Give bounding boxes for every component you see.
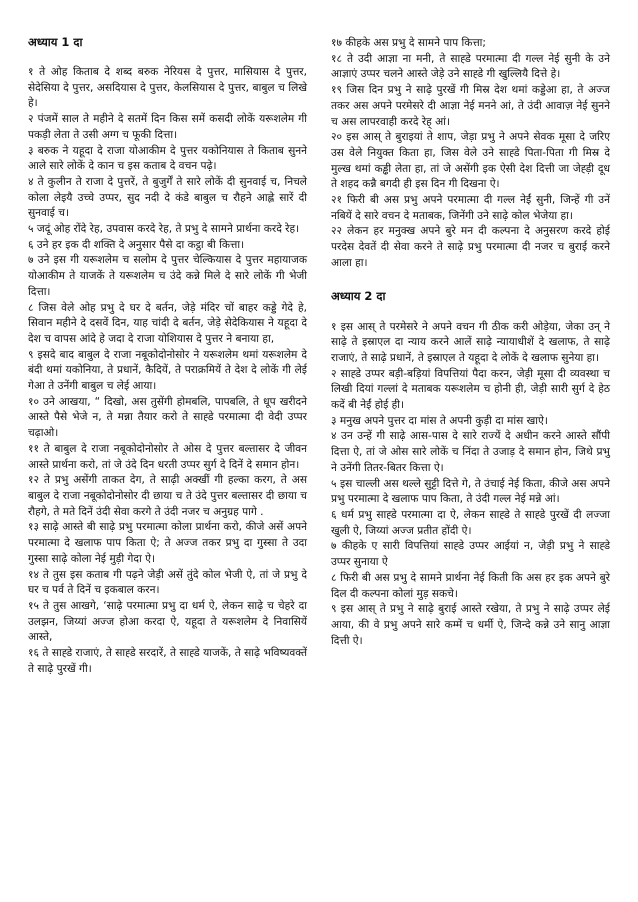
verse-paragraph: २१ फिरी बी अस प्रभु अपने परमात्मा दी गल्ल नेईं सुनी, जिन्हें गी उनें नबियें दे सारे वचन दे मताबक, जिनेंगी उने साढ़े कोल भेजेया हा। bbox=[331, 194, 610, 222]
left-verse-list bbox=[28, 65, 307, 677]
verse-paragraph: ९ इस आस् ते प्रभु ने साढ़े बुराई आस्ते रखेया, ते प्रभु ने साढ़े उप्पर लेई आया, की वे प्रभु अपने सारे कम्में च धर्मी ऐ, जिन्दे कन्ने उने सानु आज्ञा दित्ती ऐ। bbox=[331, 603, 610, 647]
verse-paragraph: १७ कीहके अस प्रभु दे सामने पाप कित्ता; bbox=[331, 37, 486, 49]
verse-paragraph: १ ते ओह किताब दे शब्द बरुक नेरियस दे पुत्तर, मासियास दे पुत्तर, सेदेसिया दे पुत्तर, असदियास दे पुत्तर, केलसियास दे पुत्तर, बाबुल च लिखे हे। bbox=[28, 66, 307, 110]
verse-paragraph: १० उने आखया, “ दिखो, अस तुसेंगी होमबलि, पापबलि, ते धूप खरीदने आस्ते पैसे भेजे न, ते मन्ना तैयार करो ते साह्डे परमात्मा दी वेदी उप्पर चढ़ाओ। bbox=[28, 395, 307, 440]
verse-paragraph: १५ ते तुस आखगे, ‘साढ़े परमात्मा प्रभु दा धर्म ऐ, लेकन साढ़े च चेहरे दा उलझन, जिय्यां अज्ज होआ करदा ऐ, यहूदा ते यरूशलेम दे निवासियें आस्ते, bbox=[28, 599, 307, 644]
verse-paragraph: २ साह्डे उप्पर बड़ी-बड़ियां विपत्तियां पैदा करन, जेड़ी मूसा दी व्यवस्था च लिखी दियां गल्लां दे मताबक यरूशलेम च होनी ही, जेड़ी सारी सुर्ग दे हेठ कदें बी नेईं होई ही। bbox=[331, 367, 610, 412]
verse-paragraph: ४ ते कुलीन ते राजा दे पुत्तरें, ते बुजुर्गें ते सारे लोकें दी सुनवाई च, निचले कोला लेइयै उच्चे उप्पर, सुद नदी दे कंडे बाबुल च रौहने आह्ले सारें दी सुनवाई च। bbox=[28, 175, 307, 220]
verse-paragraph: १९ जिस दिन प्रभु ने साढ़े पुरखें गी मिस्र देश थमां कड्डेआ हा, ते अज्ज तकर अस अपने परमेसरे दी आज्ञा नेई मनने आं, ते उंदी आवाज़ नेई सुनने च अस लापरवाही करदे रेह् आं। bbox=[331, 84, 610, 128]
verse-paragraph: १८ ते उदी आज्ञा ना मनी, ते साह्डे परमात्मा दी गल्ल नेई सुनी के उने आज्ञाएं उप्पर चलने आस्ते जेड़े उने साह्डे गी खुल्लियै दित्ते हे। bbox=[331, 52, 610, 81]
verse-paragraph: ६ धर्म प्रभु साह्डे परमात्मा दा ऐ, लेकन साह्डे ते साह्डे पुरखें दी लज्जा खुली ऐ, जिय्यां अज्ज प्रतीत होंदी ऐ। bbox=[331, 508, 610, 537]
verse-paragraph: ३ बरुक ने यहूदा दे राजा योआकीम दे पुत्तर यकोनियास ते किताब सुनने आले सारे लोकें दे कान च इस कताब दे वचन पढ़े। bbox=[28, 144, 307, 173]
chapter-2-heading: अध्याय 2 दा bbox=[331, 288, 386, 303]
verse-paragraph: १४ ते तुस इस कताब गी पढ़ने जेड़ी असें तुंदे कोल भेजी ऐ, तां जे प्रभु दे घर च पर्व ते दिनें च इकबाल करन। bbox=[28, 568, 307, 597]
right-verse-list-bottom bbox=[331, 320, 610, 650]
verse-paragraph: २० इस आस् ते बुराइयां ते शाप, जेड़ा प्रभु ने अपने सेवक मूसा दे जरिए उस वेले नियुक्त किता हा, जिस वेले उने साह्डे पिता-पिता गी मिस्र दे मुल्ख थमां कड्ढी लेता हा, तां जे असेंगी इक ऐसी देश दित्ती जा जेह्ड़ी दूध ते शहद कन्नै बगदी ही इस दिन गी दिखना ऐ। bbox=[331, 131, 610, 191]
verse-paragraph: १३ साढ़े आस्ते बी साढ़े प्रभु परमात्मा कोला प्रार्थना करो, कीजे असें अपने परमात्मा दे खलाफ पाप किता ऐ; ते अज्ज तकर प्रभु दा गुस्सा ते उदा गुस्सा साढ़े कोला नेई मुड़ी गेदा ऐ। bbox=[28, 521, 307, 565]
verse-paragraph: २२ लेकन हर मनुक्ख अपने बुरे मन दी कल्पना दे अनुसरण करदे होई परदेस देवतें दी सेवा करने ते साढ़े प्रभु परमात्मा दी नजर च बुराई करने आला हा। bbox=[331, 225, 610, 269]
verse-paragraph: २ पंजमें साल ते महीने दे सतमें दिन किस समें कसदी लोकें यरूशलेम गी पकड़ी लेता ते उसी अग्ग च फूकी दित्ता। bbox=[28, 113, 307, 141]
verse-paragraph: ८ जिस वेले ओह प्रभु दे घर दे बर्तन, जेड़े मंदिर चों बाहर कड्डे गेदे हे, सिवान महीने दे दसवें दिन, याह चांदी दे बर्तन, जेड़े सेदेकियास ने यहूदा दे देश च वापस आंदे हे जदा दे राजा योशियास दे पुत्तर ने बनाया हा, bbox=[28, 301, 307, 345]
right-column bbox=[331, 36, 610, 649]
verse-paragraph: ५ इस चाल्ली अस थल्ले सुट्टी दित्ते गे, ते उंचाई नेई किता, कीजे अस अपने प्रभु परमात्मा दे खलाफ पाप किता, ते उंदी गल्ल नेई मन्ने आं। bbox=[331, 477, 610, 506]
verse-paragraph: ११ ते बाबुल दे राजा नबूकोदोनोसोर ते ओस दे पुत्तर बल्तासर दे जीवन आस्ते प्रार्थना करो, तां जे उंदे दिन धरती उप्पर सुर्ग दे दिनें दे समान होन। bbox=[28, 442, 307, 471]
verse-paragraph: १२ ते प्रभु असेंगी ताकत देग, ते साढ़ी अक्खीं गी हल्का करग, ते अस बाबुल दे राजा नबूकोदोनोसोर दी छाया च ते उंदे पुत्तर बल्तासर दी छाया च रौहगे, ते मते दिनें उंदी सेवा करगे ते उंदी नजर च अनुग्रह पागे . bbox=[28, 474, 307, 518]
chapter-1-heading: अध्याय 1 दा bbox=[28, 35, 83, 49]
right-verse-list-top bbox=[331, 36, 610, 272]
verse-paragraph: ७ उने इस गी यरूशलेम च सलोम दे पुत्तर चेल्कियास दे पुत्तर महायाजक योआकीम ते याजकें ते यरूशलेम च उंदे कन्ने मिले दे सारे लोकें गी भेजी दित्ता। bbox=[28, 254, 307, 298]
verse-paragraph: १६ ते साह्डे राजाएं, ते साह्डे सरदारें, ते साह्डे याजकें, ते साढ़े भविष्यवक्तें ते साढ़े पुरखें गी। bbox=[28, 647, 307, 675]
verse-paragraph: ३ मनुख अपने पुत्तर दा मांस ते अपनी कुड़ी दा मांस खाऐ। bbox=[331, 414, 548, 427]
verse-paragraph: ५ जदूं ओह रोंदे रेह, उपवास करदे रेह, ते प्रभु दे सामने प्रार्थना करदे रेह। bbox=[28, 223, 300, 236]
verse-paragraph: ७ कीहके ए सारी विपत्तियां साह्डे उप्पर आईयां न, जेड़ी प्रभु ने साह्डे उप्पर सुनाया ऐ bbox=[331, 540, 610, 569]
left-column bbox=[28, 34, 307, 677]
verse-paragraph: १ इस आस् ते परमेसरे ने अपने वचन गी ठीक करी ओड़ेया, जेका उन् ने साढ़े ते इस्राएल दा न्याय करने आलें साढ़े न्यायाधीशें दे खलाफ, ते साढ़े राजाएं, ते साढ़े प्रधानें, ते इस्राएल ते यहूदा दे लोकें दे खलाफ सुनेया हा। bbox=[331, 320, 610, 364]
verse-paragraph: ४ उन उन्हें गी साढ़े आस-पास दे सारे राज्यें दे अधीन करने आस्ते सौंपी दित्ता ऐ, तां जे ओस सारे लोकें च निंदा ते उजाड़ दे समान होन, जिथे प्रभु ने उनेंगी तितर-बितर कित्ता ऐ। bbox=[331, 430, 610, 474]
verse-paragraph: ९ इसदे बाद बाबुल दे राजा नबूकोदोनोसोर ने यरूशलेम थमां यरूशलेम दे बंदी थमां यकोनिया, ते प्रधानें, कैदियें, ते पराक्रमियें ते देश दे लोकें गी लेई गेआ ते उनेंगी बाबुल च लेई आया। bbox=[28, 348, 307, 393]
verse-paragraph: ६ उने हर इक दी शक्ति दे अनुसार पैसे दा कट्ठा बी कित्ता। bbox=[28, 238, 245, 251]
verse-paragraph: ८ फिरी बी अस प्रभु दे सामने प्रार्थना नेई किती कि अस हर इक अपने बुरे दिल दी कल्पना कोलां मुड़ सकचे। bbox=[331, 571, 610, 600]
